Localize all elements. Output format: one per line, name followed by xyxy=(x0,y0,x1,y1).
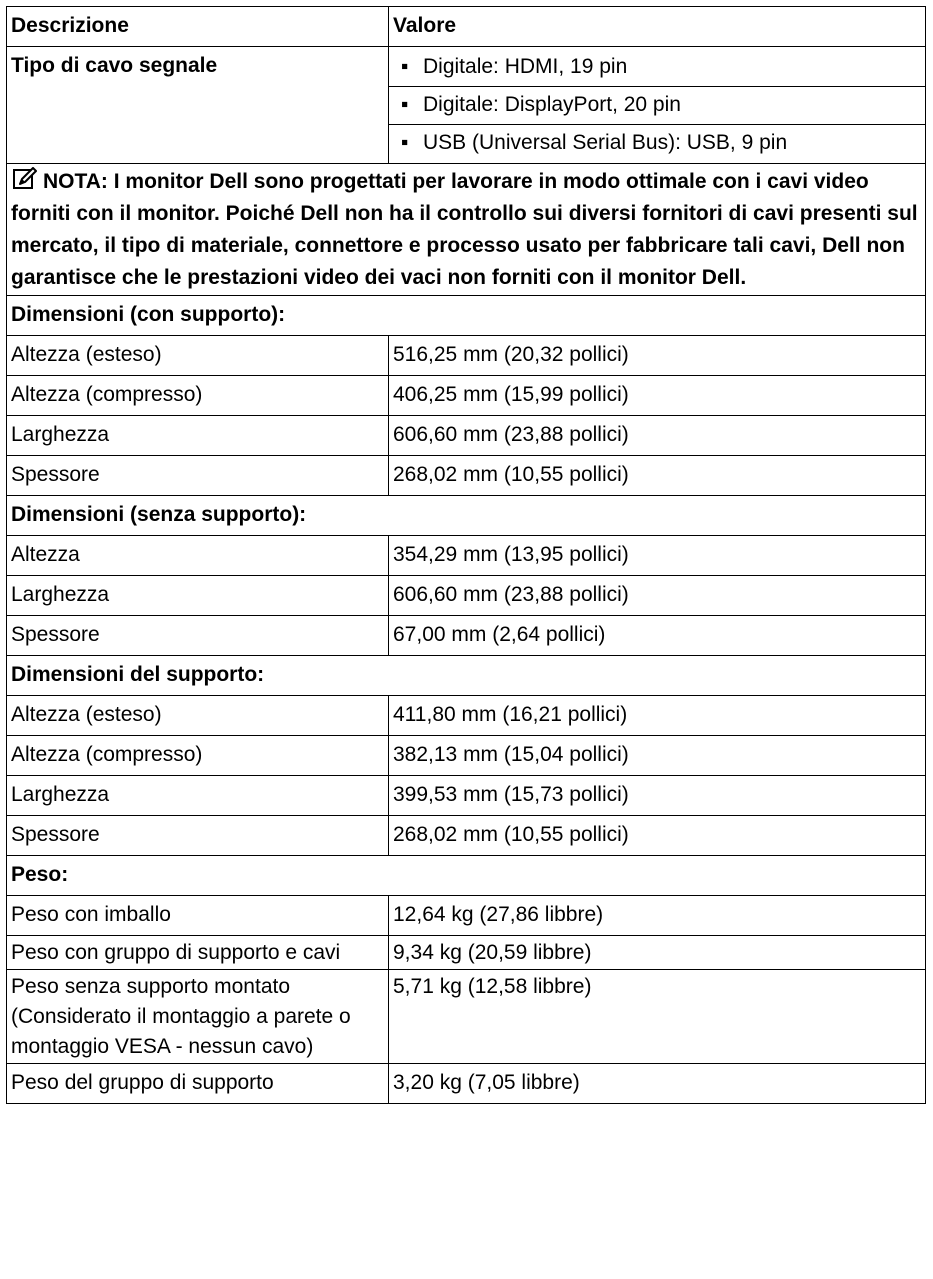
list-item xyxy=(389,87,925,125)
table-row xyxy=(7,456,926,496)
signal-cable-values xyxy=(389,47,926,164)
row-value: 354,29 mm (13,95 pollici) xyxy=(389,536,926,576)
row-value: 399,53 mm (15,73 pollici) xyxy=(389,776,926,816)
bullet-icon: ▪ xyxy=(401,55,409,78)
list-item-text: Digitale: DisplayPort, 20 pin xyxy=(423,93,681,116)
table-row xyxy=(7,696,926,736)
list-item-text: USB (Universal Serial Bus): USB, 9 pin xyxy=(423,131,788,154)
row-label: Altezza (compresso) xyxy=(7,376,389,416)
section-title: Dimensioni del supporto: xyxy=(7,656,926,696)
table-row xyxy=(7,416,926,456)
row-label: Larghezza xyxy=(7,416,389,456)
table-row xyxy=(7,936,926,970)
header-description: Descrizione xyxy=(7,7,389,47)
table-row xyxy=(7,376,926,416)
row-label: Altezza (esteso) xyxy=(7,336,389,376)
row-value: 382,13 mm (15,04 pollici) xyxy=(389,736,926,776)
table-row xyxy=(7,776,926,816)
bullet-icon: ▪ xyxy=(401,131,409,154)
row-label: Larghezza xyxy=(7,576,389,616)
signal-cable-list xyxy=(393,49,921,162)
row-value: 606,60 mm (23,88 pollici) xyxy=(389,416,926,456)
section-title: Dimensioni (con supporto): xyxy=(7,296,926,336)
table-row xyxy=(7,896,926,936)
section-header xyxy=(7,496,926,536)
row-label: Altezza xyxy=(7,536,389,576)
table-header-row xyxy=(7,7,926,47)
row-label: Larghezza xyxy=(7,776,389,816)
list-item xyxy=(389,125,925,162)
row-value: 12,64 kg (27,86 libbre) xyxy=(389,896,926,936)
row-value: 606,60 mm (23,88 pollici) xyxy=(389,576,926,616)
list-item-text: Digitale: HDMI, 19 pin xyxy=(423,55,628,78)
row-label: Altezza (compresso) xyxy=(7,736,389,776)
table-row xyxy=(7,576,926,616)
table-row xyxy=(7,336,926,376)
row-label: Altezza (esteso) xyxy=(7,696,389,736)
table-row xyxy=(7,1064,926,1104)
row-label: Spessore xyxy=(7,616,389,656)
section-title: Peso: xyxy=(7,856,926,896)
row-label: Peso del gruppo di supporto xyxy=(7,1064,389,1104)
table-row xyxy=(7,816,926,856)
row-value: 5,71 kg (12,58 libbre) xyxy=(389,970,926,1064)
signal-cable-row xyxy=(7,47,926,164)
table-row xyxy=(7,616,926,656)
row-value: 406,25 mm (15,99 pollici) xyxy=(389,376,926,416)
table-row xyxy=(7,536,926,576)
section-header xyxy=(7,856,926,896)
note-row xyxy=(7,164,926,296)
section-header xyxy=(7,296,926,336)
row-value: 268,02 mm (10,55 pollici) xyxy=(389,456,926,496)
row-value: 3,20 kg (7,05 libbre) xyxy=(389,1064,926,1104)
row-label: Peso con imballo xyxy=(7,896,389,936)
list-item xyxy=(389,49,925,87)
row-label: Spessore xyxy=(7,456,389,496)
note-cell xyxy=(7,164,926,296)
row-value: 9,34 kg (20,59 libbre) xyxy=(389,936,926,970)
signal-cable-label: Tipo di cavo segnale xyxy=(7,47,389,164)
note-text: NOTA: I monitor Dell sono progettati per lavorare in modo ottimale con i cavi video forniti con il monitor. Poiché Dell non ha il controllo sui diversi fornitori di cavi presenti sul mercato, il tipo di materiale, connettore e processo usato per fabbricare tali cavi, Dell non garantisce che le prestazioni video dei vaci non forniti con il monitor Dell. xyxy=(11,170,918,289)
row-label: Peso senza supporto montato (Considerato il montaggio a parete o montaggio VESA - nessun cavo) xyxy=(7,970,389,1064)
row-label: Spessore xyxy=(7,816,389,856)
specifications-table xyxy=(6,6,926,1104)
table-row xyxy=(7,970,926,1064)
pencil-note-icon xyxy=(13,167,37,191)
row-value: 411,80 mm (16,21 pollici) xyxy=(389,696,926,736)
row-value: 516,25 mm (20,32 pollici) xyxy=(389,336,926,376)
table-row xyxy=(7,736,926,776)
section-title: Dimensioni (senza supporto): xyxy=(7,496,926,536)
section-header xyxy=(7,656,926,696)
row-label: Peso con gruppo di supporto e cavi xyxy=(7,936,389,970)
bullet-icon: ▪ xyxy=(401,93,409,116)
row-value: 268,02 mm (10,55 pollici) xyxy=(389,816,926,856)
row-value: 67,00 mm (2,64 pollici) xyxy=(389,616,926,656)
header-value: Valore xyxy=(389,7,926,47)
